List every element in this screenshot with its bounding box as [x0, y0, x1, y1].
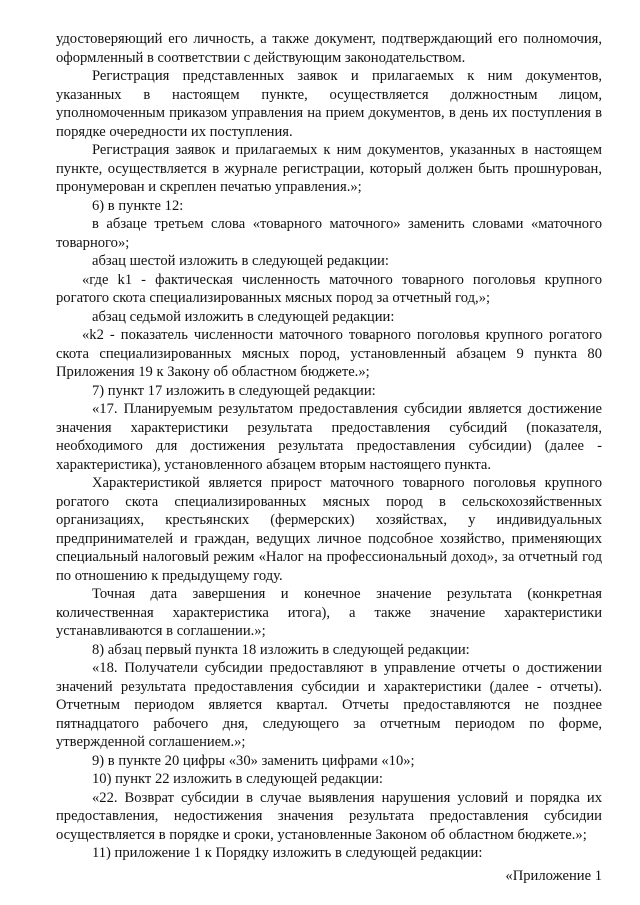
paragraph-continuation: удостоверяющий его личность, а также документ, подтверждающий его полномочия, оформленный в соответствии с действующим законодательством. — [56, 31, 602, 66]
paragraph-exact-date: Точная дата завершения и конечное значение результата (конкретная количественная характеристика итога), а также значение характеристики устанавливаются в соглашении.»; — [56, 586, 602, 639]
paragraph-point-17: «17. Планируемым результатом предоставления субсидии является достижение значения характеристики результата предоставления субсидий (показателя, необходимого для достижения результата предоставления субсидии) (далее - характеристика), установленного абзацем вторым настоящего пункта. — [56, 401, 602, 473]
paragraph-point-22: «22. Возврат субсидии в случае выявления нарушения условий и порядка их предоставления, недостижения значения результата предоставления субсидии осуществляется в порядке и сроки, установленные Законом об областном бюджете.»; — [56, 789, 602, 843]
paragraph-registration-journal: Регистрация заявок и прилагаемых к ним документов, указанных в настоящем пункте, осуществляется в журнале регистрации, который должен быть прошнурован, пронумерован и скреплен печатью управления.»; — [56, 142, 602, 195]
paragraph-point-18: «18. Получатели субсидии предоставляют в управление отчеты о достижении значений результата предоставления субсидии и характеристики (далее - отчеты). Отчетным периодом является квартал. Отчеты предоставляются не позднее пятнадцатого рабочего дня, следующего за отчетным периодом по форме, утвержденной соглашением.»; — [56, 660, 602, 750]
document-page — [56, 30, 602, 885]
paragraph-k1-definition: «где k1 - фактическая численность маточного товарного поголовья крупного рогатого скота специализированных мясных пород за отчетный год,»; — [56, 271, 602, 306]
paragraph-item-10: 10) пункт 22 изложить в следующей редакции: — [92, 771, 383, 787]
paragraph-characteristic: Характеристикой является прирост маточного товарного поголовья крупного рогатого скота специализированных мясных пород в сельскохозяйственных организациях, крестьянских (фермерских) хозяйствах, у индивидуальных предпринимателей и граждан, ведущих личное подсобное хозяйство, применяющих специальный налоговый режим «Налог на профессиональный доход», за отчетный год по отношению к предыдущему году. — [56, 475, 602, 584]
paragraph-k2-definition: «k2 - показатель численности маточного товарного поголовья крупного рогатого скота специализированных мясных пород, установленный абзацем 9 пункта 80 Приложения 19 к Закону об областном бюджете.»; — [56, 327, 602, 380]
paragraph-abzac-3: в абзаце третьем слова «товарного маточного» заменить словами «маточного товарного»; — [56, 216, 602, 251]
paragraph-abzac-7: абзац седьмой изложить в следующей редакции: — [92, 308, 395, 325]
paragraph-abzac-6: абзац шестой изложить в следующей редакции: — [92, 253, 389, 269]
paragraph-item-8: 8) абзац первый пункта 18 изложить в следующей редакции: — [92, 641, 470, 658]
paragraph-item-6: 6) в пункте 12: — [92, 197, 184, 214]
paragraph-item-9: 9) в пункте 20 цифры «30» заменить цифрами «10»; — [92, 752, 415, 769]
appendix-heading: «Приложение 1 — [505, 867, 602, 884]
paragraph-registration-officer: Регистрация представленных заявок и прилагаемых к ним документов, указанных в настоящем пункте, осуществляется должностным лицом, уполномоченным приказом управления на прием документов, в день их поступления в порядке очередности их поступления. — [56, 68, 602, 140]
paragraph-item-11: 11) приложение 1 к Порядку изложить в следующей редакции: — [92, 845, 483, 861]
paragraph-item-7: 7) пункт 17 изложить в следующей редакции: — [92, 382, 376, 399]
